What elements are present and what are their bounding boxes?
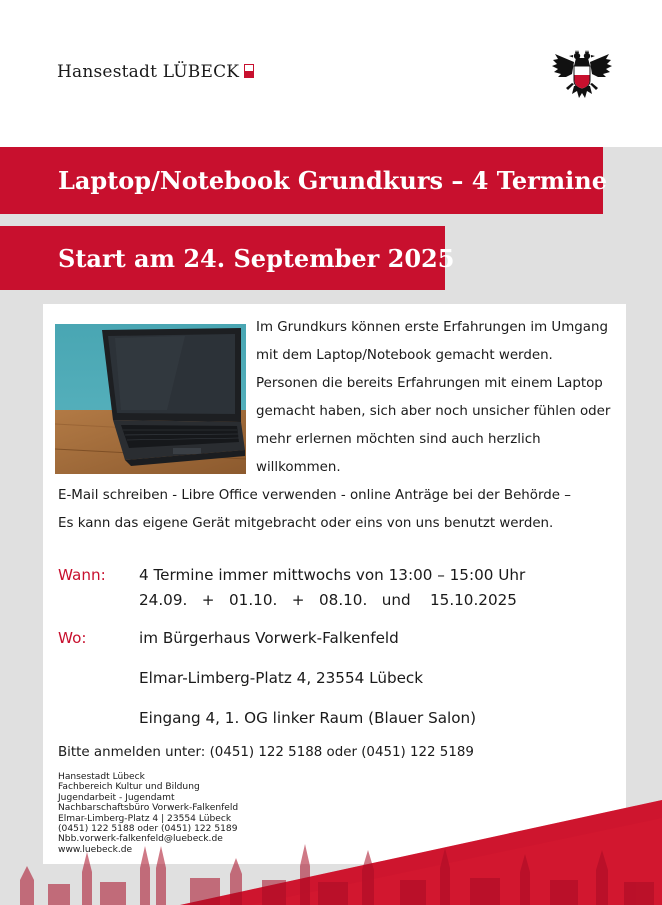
luebeck-eagle-crest-icon (552, 50, 612, 104)
footer-line: (0451) 122 5188 oder (0451) 122 5189 (58, 824, 238, 835)
where-label: Wo: (58, 629, 87, 647)
footer-line: Fachbereich Kultur und Bildung (58, 782, 200, 793)
address-text: Elmar-Limberg-Platz 4, 23554 Lübeck (139, 669, 424, 687)
logo-text: Hansestadt LÜBECK (57, 62, 240, 82)
start-date: Start am 24. September 2025 (58, 244, 455, 273)
intro-paragraph: Im Grundkurs können erste Erfahrungen im Umgang mit dem Laptop/Notebook gemacht werden. Personen die bereits Erfahrungen mit einem Laptop gemacht haben, sich aber noch unsicher fühlen oder mehr erlernen möchten sind auch herzlich willkommen. (256, 320, 611, 475)
footer-contact-block (58, 772, 238, 855)
footer-website-link[interactable]: www.luebeck.de (58, 844, 133, 855)
signup-line: Bitte anmelden unter: (0451) 122 5188 oder (0451) 122 5189 (58, 745, 474, 760)
course-title-banner (0, 147, 607, 214)
dates-text: 24.09. + 01.10. + 08.10. und 15.10.2025 (139, 591, 517, 609)
when-label: Wann: (58, 566, 106, 584)
schedule-text: 4 Termine immer mittwochs von 13:00 – 15:00 Uhr (139, 566, 526, 584)
topics-line: E-Mail schreiben - Libre Office verwenden - online Anträge bei der Behörde – (58, 488, 571, 503)
footer-line: Nachbarschaftsbüro Vorwerk-Falkenfeld (58, 803, 239, 814)
luebeck-flag-icon (244, 64, 254, 78)
course-title: Laptop/Notebook Grundkurs – 4 Termine (58, 166, 607, 195)
footer-line: Elmar-Limberg-Platz 4 | 23554 Lübeck (58, 813, 232, 824)
footer-line: Jugendarbeit - Jugendamt (58, 792, 175, 803)
laptop-photo (55, 324, 246, 474)
device-note: Es kann das eigene Gerät mitgebracht oder eins von uns benutzt werden. (58, 516, 554, 531)
footer-email-link[interactable]: Nbb.vorwerk-falkenfeld@luebeck.de (58, 834, 223, 845)
footer-line: Hansestadt Lübeck (58, 772, 145, 782)
entrance-text: Eingang 4, 1. OG linker Raum (Blauer Salon) (139, 709, 477, 727)
venue-text: im Bürgerhaus Vorwerk-Falkenfeld (139, 629, 399, 647)
start-date-banner (0, 226, 455, 290)
city-logo (57, 62, 254, 82)
